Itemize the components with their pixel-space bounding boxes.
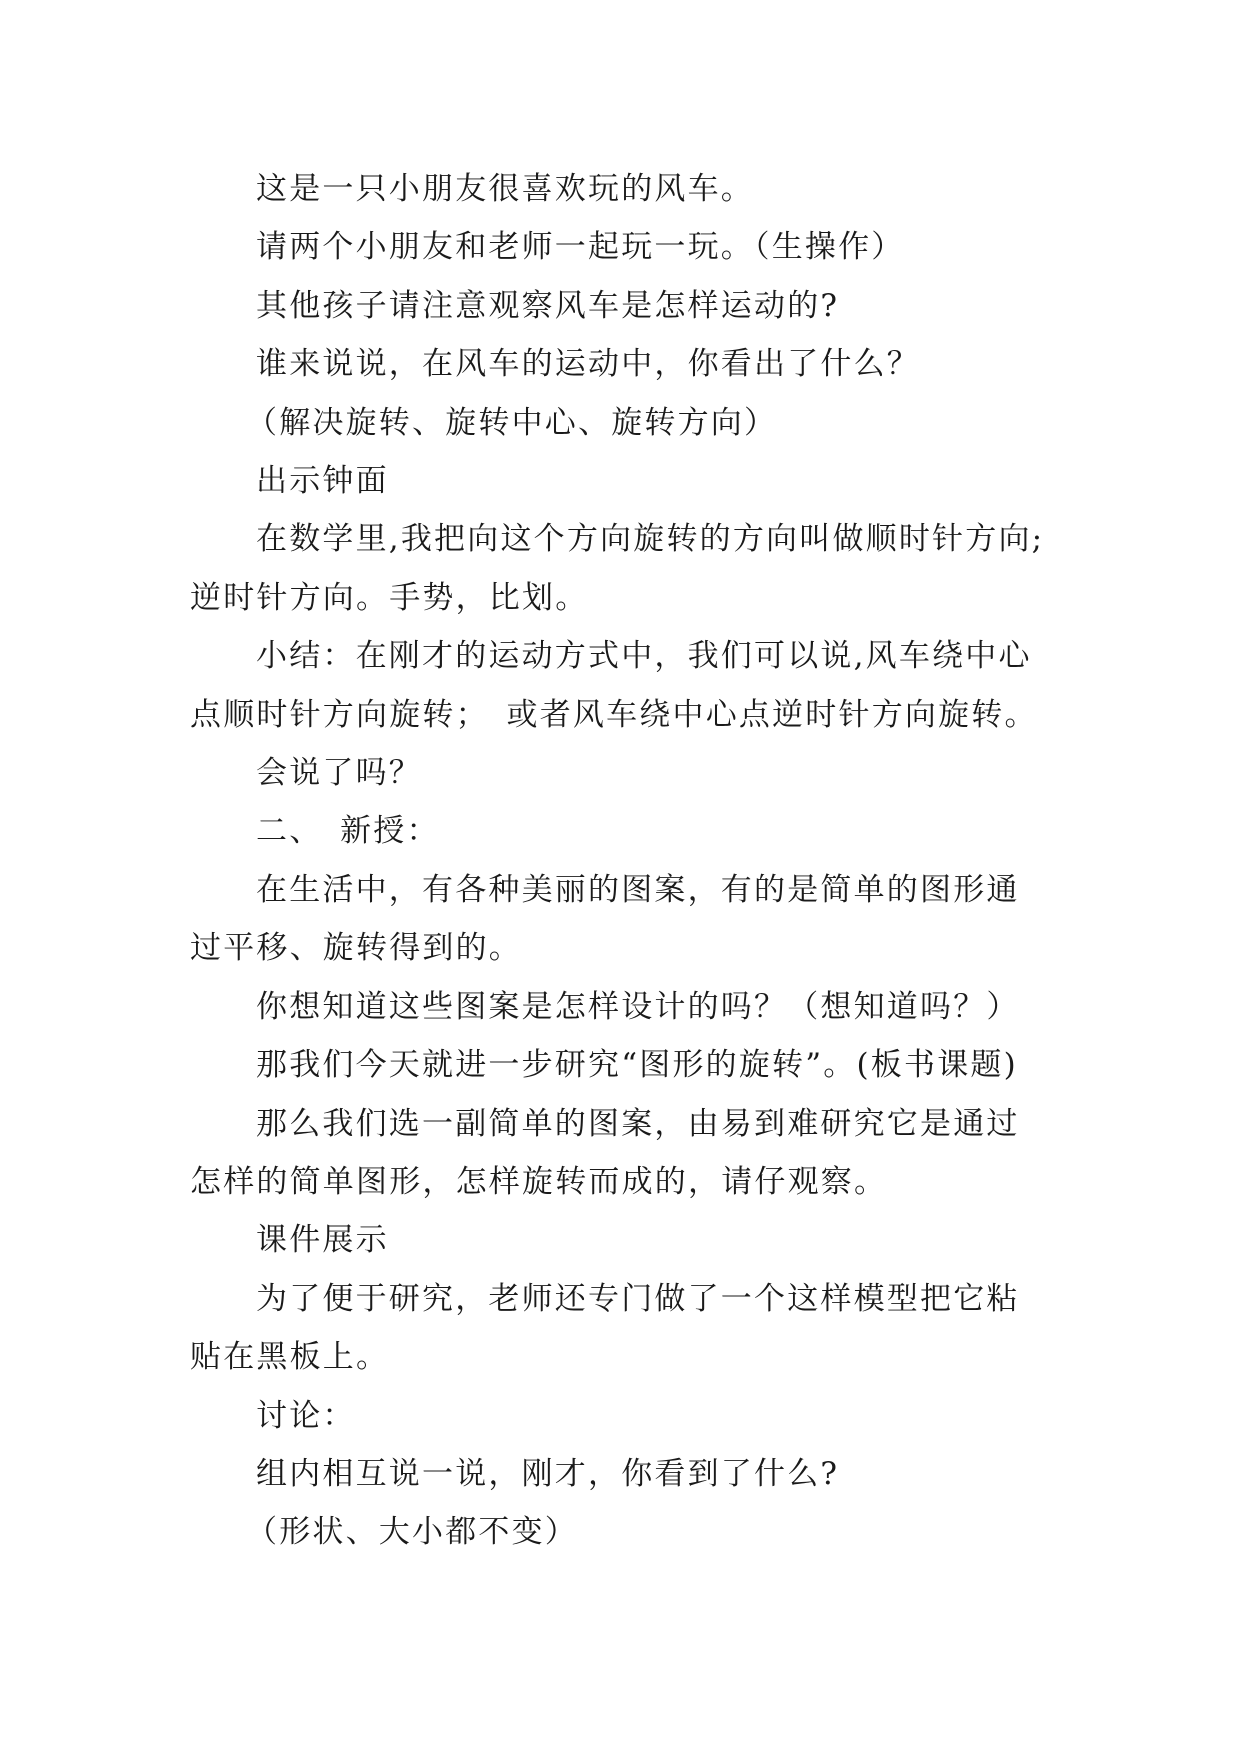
paragraph: 那我们今天就进一步研究“图形的旋转”。(板书课题) <box>256 1047 1018 1084</box>
paragraph: 那么我们选一副简单的图案，由易到难研究它是通过怎样的简单图形，怎样旋转而成的，请仔观察。 <box>190 1105 1020 1200</box>
paragraph: 在数学里,我把向这个方向旋转的方向叫做顺时针方向;逆时针方向。手势，比划。 <box>190 521 1045 616</box>
paragraph: 你想知道这些图案是怎样设计的吗？（想知道吗？） <box>256 988 1020 1025</box>
paragraph: 讨论： <box>256 1397 356 1434</box>
paragraph: 出示钟面 <box>256 463 389 500</box>
paragraph: （形状、大小都不变） <box>246 1514 578 1551</box>
paragraph: 在生活中，有各种美丽的图案，有的是简单的图形通过平移、旋转得到的。 <box>190 871 1020 967</box>
paragraph: 谁来说说，在风车的运动中，你看出了什么？ <box>256 346 920 383</box>
paragraph: 会说了吗？ <box>256 755 422 792</box>
paragraph: （解决旋转、旋转中心、旋转方向） <box>246 404 778 441</box>
paragraph: 这是一只小朋友很喜欢玩的风车。 <box>256 171 754 207</box>
paragraph: 请两个小朋友和老师一起玩一玩。（生操作） <box>256 229 905 266</box>
document-body <box>190 160 1050 1562</box>
paragraph: 课件展示 <box>256 1222 389 1259</box>
paragraph: 小结：在刚才的运动方式中，我们可以说,风车绕中心点顺时针方向旋转； 或者风车绕中心点逆时针方向旋转。 <box>190 638 1038 733</box>
paragraph: 为了便于研究，老师还专门做了一个这样模型把它粘贴在黑板上。 <box>190 1280 1020 1376</box>
paragraph: 组内相互说一说，刚才，你看到了什么? <box>256 1455 840 1492</box>
section-heading: 二、 新授： <box>256 813 440 850</box>
paragraph: 其他孩子请注意观察风车是怎样运动的? <box>256 287 840 324</box>
